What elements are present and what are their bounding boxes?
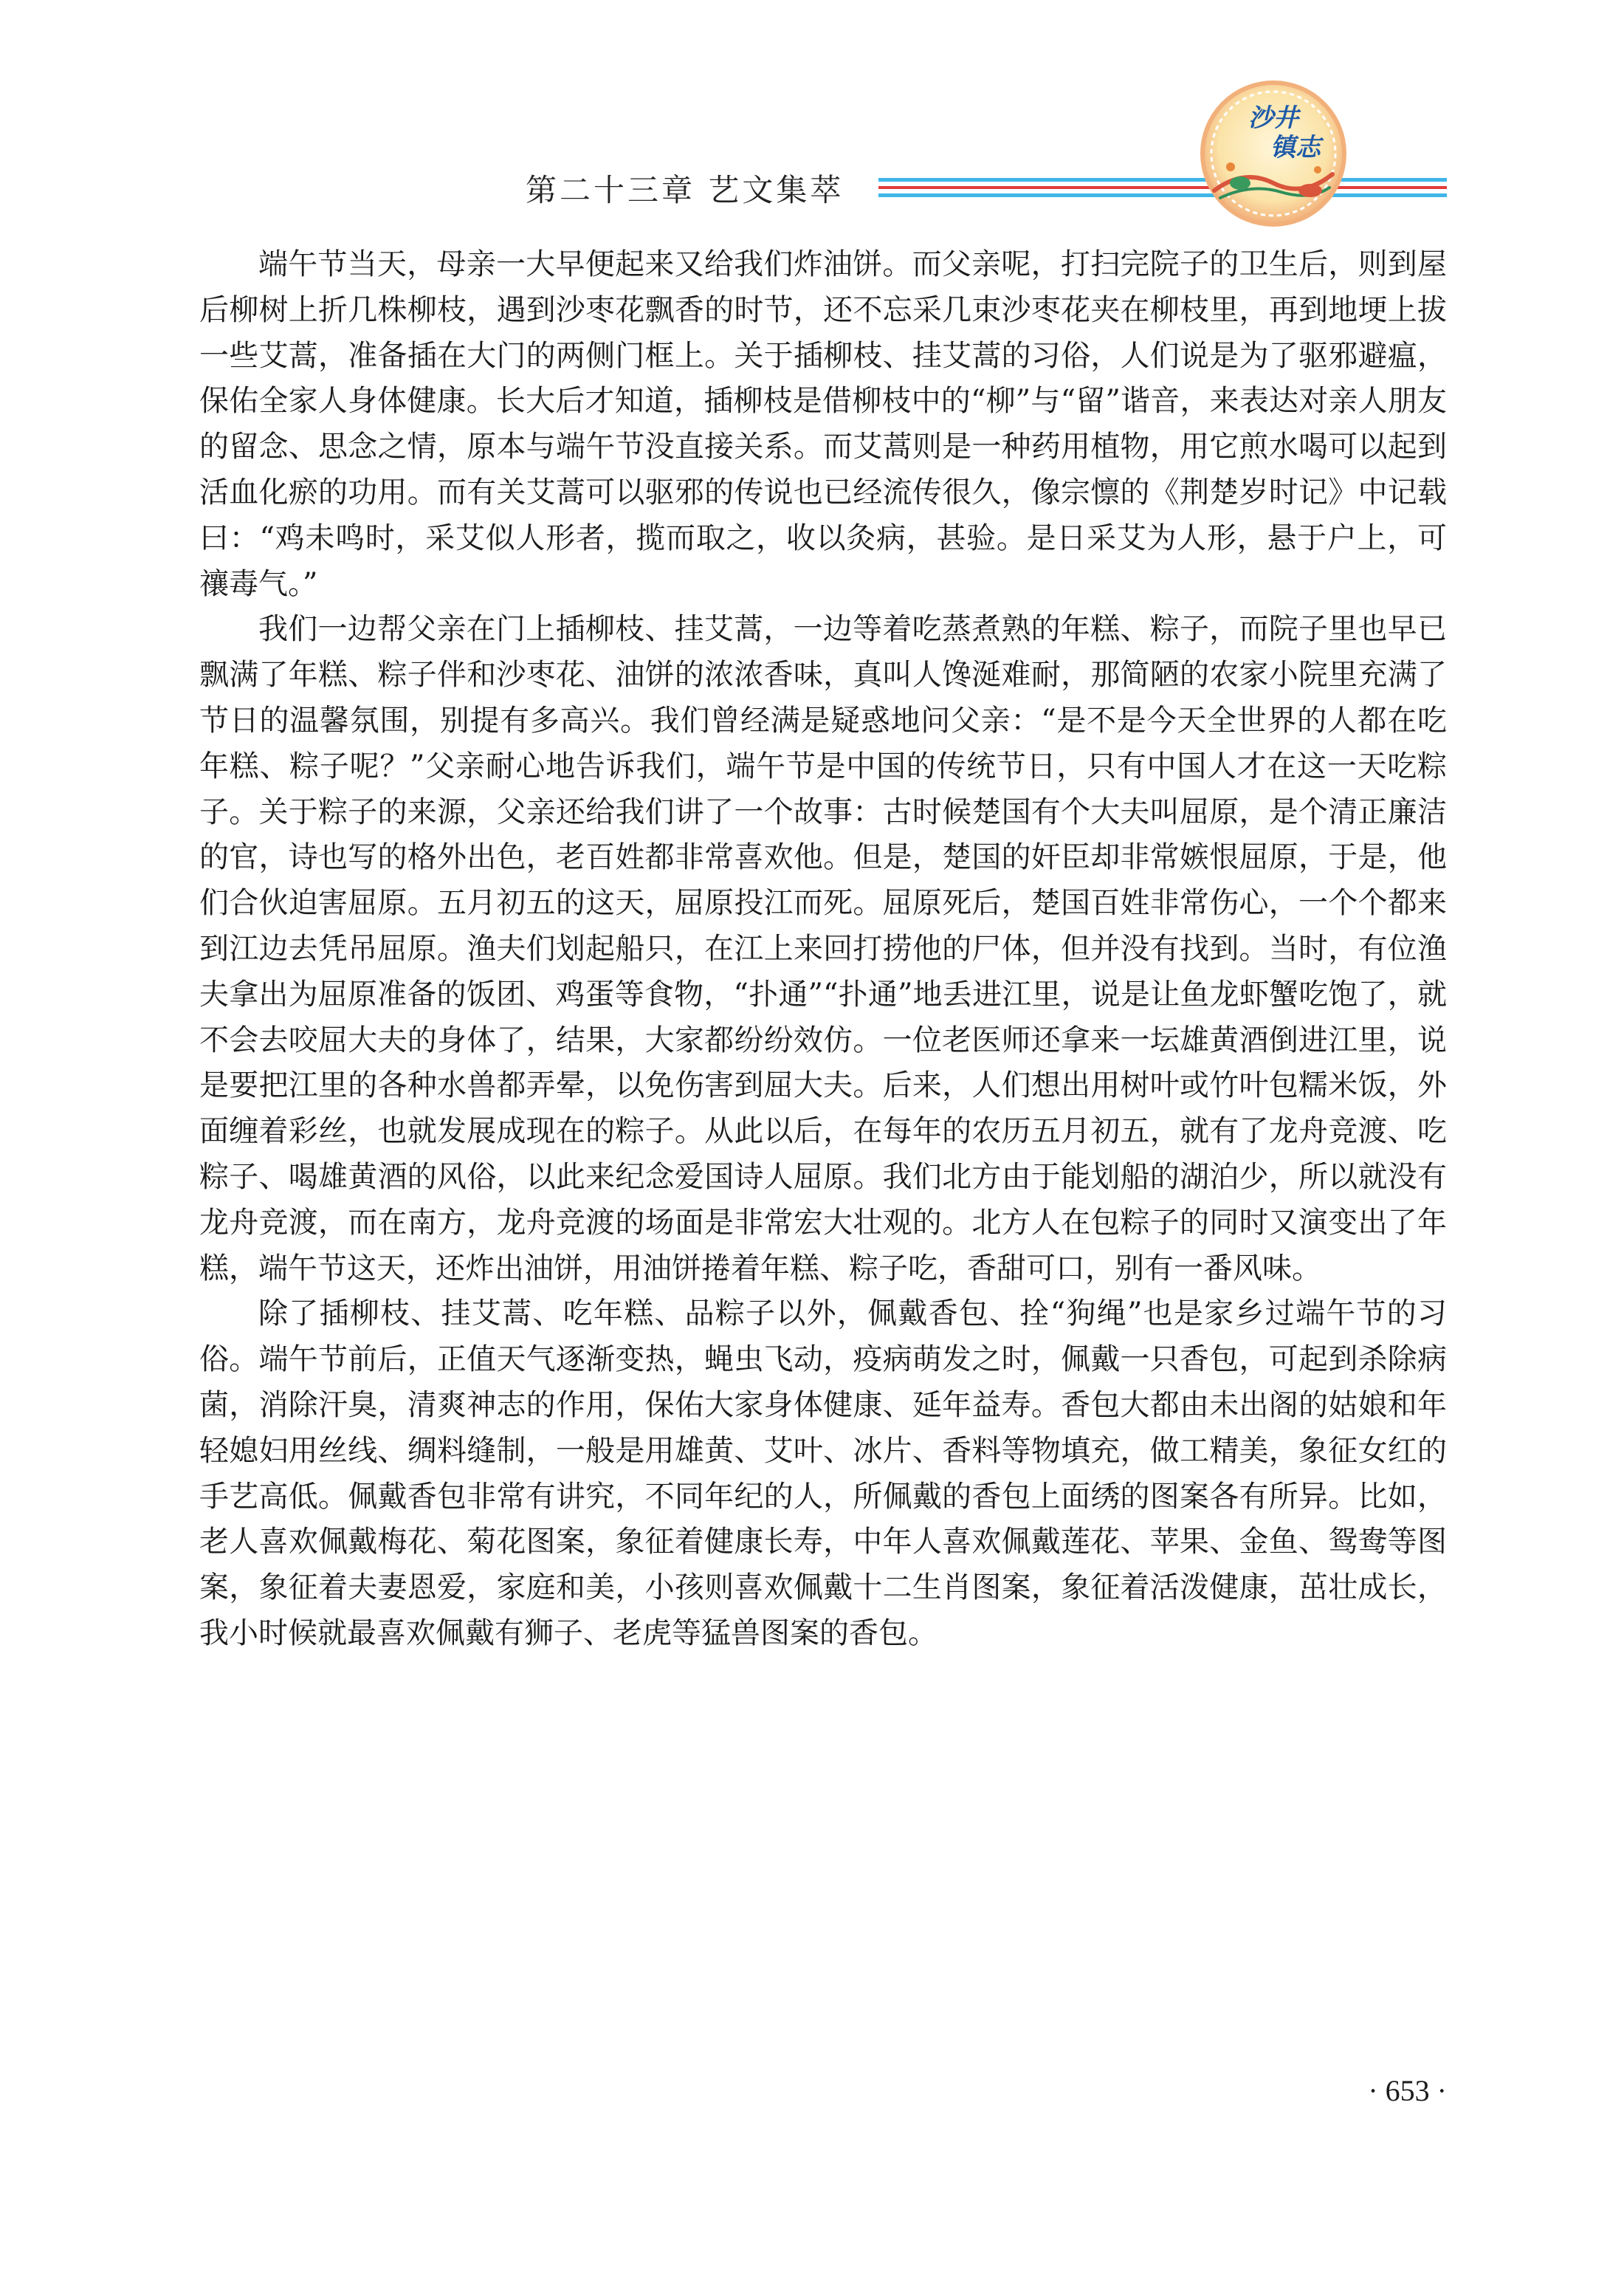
town-gazetteer-seal-icon xyxy=(1200,80,1347,227)
paragraph-1: 端午节当天，母亲一大早便起来又给我们炸油饼。而父亲呢，打扫完院子的卫生后，则到屋后柳树上折几株柳枝，遇到沙枣花飘香的时节，还不忘采几束沙枣花夹在柳枝里，再到地埂上拔一些艾蒿，准备插在大门的两侧门框上。关于插柳枝、挂艾蒿的习俗，人们说是为了驱邪避瘟，保佑全家人身体健康。长大后才知道，插柳枝是借柳枝中的“柳”与“留”谐音，来表达对亲人朋友的留念、思念之情，原本与端午节没直接关系。而艾蒿则是一种药用植物，用它煎水喝可以起到活血化瘀的功用。而有关艾蒿可以驱邪的传说也已经流传很久，像宗懔的《荆楚岁时记》中记载曰：“鸡未鸣时，采艾似人形者，揽而取之，收以灸病，甚验。是日采艾为人形，悬于户上，可禳毒气。” xyxy=(199,247,1447,601)
seal-line-2: 镇志 xyxy=(1270,133,1321,162)
paragraph-3: 除了插柳枝、挂艾蒿、吃年糕、品粽子以外，佩戴香包、拴“狗绳”也是家乡过端午节的习俗。端午节前后，正值天气逐渐变热，蝇虫飞动，疫病萌发之时，佩戴一只香包，可起到杀除病菌，消除汗臭，清爽神志的作用，保佑大家身体健康、延年益寿。香包大都由未出阁的姑娘和年轻媳妇用丝线、绸料缝制，一般是用雄黄、艾叶、冰片、香料等物填充，做工精美，象征女红的手艺高低。佩戴香包非常有讲究，不同年纪的人，所佩戴的香包上面绣的图案各有所异。比如，老人喜欢佩戴梅花、菊花图案，象征着健康长寿，中年人喜欢佩戴莲花、苹果、金鱼、鸳鸯等图案，象征着夫妻恩爱，家庭和美，小孩则喜欢佩戴十二生肖图案，象征着活泼健康，茁壮成长，我小时候就最喜欢佩戴有狮子、老虎等猛兽图案的香包。 xyxy=(199,1297,1447,1650)
page-number: · 653 · xyxy=(1368,2074,1447,2107)
header-rule-red xyxy=(878,186,1447,189)
article-body xyxy=(199,242,1447,1657)
header-rule-blue-bottom xyxy=(878,193,1447,197)
chapter-title: 第二十三章 艺文集萃 xyxy=(526,172,844,208)
header-rule-blue-top xyxy=(878,178,1447,182)
page-header xyxy=(0,0,1624,222)
paragraph-2: 我们一边帮父亲在门上插柳枝、挂艾蒿，一边等着吃蒸煮熟的年糕、粽子，而院子里也早已飘满了年糕、粽子伴和沙枣花、油饼的浓浓香味，真叫人馋涎难耐，那简陋的农家小院里充满了节日的温馨氛围，别提有多高兴。我们曾经满是疑惑地问父亲：“是不是今天全世界的人都在吃年糕、粽子呢？”父亲耐心地告诉我们，端午节是中国的传统节日，只有中国人才在这一天吃粽子。关于粽子的来源，父亲还给我们讲了一个故事：古时候楚国有个大夫叫屈原，是个清正廉洁的官，诗也写的格外出色，老百姓都非常喜欢他。但是，楚国的奸臣却非常嫉恨屈原，于是，他们合伙迫害屈原。五月初五的这天，屈原投江而死。屈原死后，楚国百姓非常伤心，一个个都来到江边去凭吊屈原。渔夫们划起船只，在江上来回打捞他的尸体，但并没有找到。当时，有位渔夫拿出为屈原准备的饭团、鸡蛋等食物，“扑通”“扑通”地丢进江里，说是让鱼龙虾蟹吃饱了，就不会去咬屈大夫的身体了，结果，大家都纷纷效仿。一位老医师还拿来一坛雄黄酒倒进江里，说是要把江里的各种水兽都弄晕，以免伤害到屈大夫。后来，人们想出用树叶或竹叶包糯米饭，外面缠着彩丝，也就发展成现在的粽子。从此以后，在每年的农历五月初五，就有了龙舟竞渡、吃粽子、喝雄黄酒的风俗，以此来纪念爱国诗人屈原。我们北方由于能划船的湖泊少，所以就没有龙舟竞渡，而在南方，龙舟竞渡的场面是非常宏大壮观的。北方人在包粽子的同时又演变出了年糕，端午节这天，还炸出油饼，用油饼捲着年糕、粽子吃，香甜可口，别有一番风味。 xyxy=(199,612,1447,1285)
seal-lettering xyxy=(1200,103,1347,162)
seal-line-1: 沙井 xyxy=(1248,103,1298,133)
